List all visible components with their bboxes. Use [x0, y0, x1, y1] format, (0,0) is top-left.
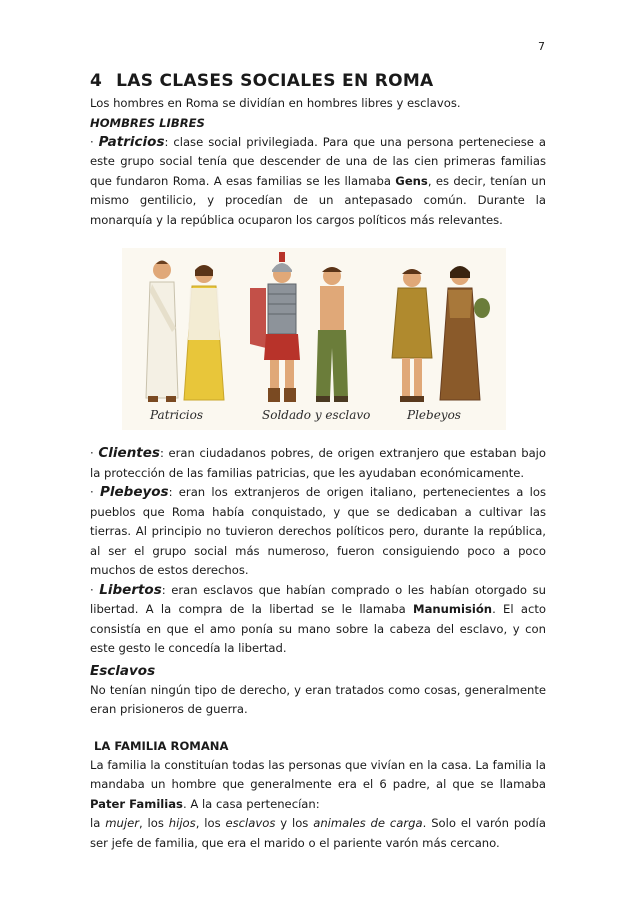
section-title: LAS CLASES SOCIALES EN ROMA [116, 71, 434, 91]
bullet: · [90, 582, 94, 597]
section-number: 4 [90, 71, 103, 91]
caption-plebeyos: Plebeyos [407, 408, 461, 422]
figures-drawing [122, 248, 506, 430]
bullet: · [90, 446, 94, 460]
manumision-term: Manumisión [413, 602, 493, 616]
term-hijos: hijos [168, 816, 196, 830]
social-classes-illustration [122, 248, 506, 430]
clientes-paragraph [90, 444, 546, 483]
familia-text: La familia la constituían todas las personas que vivían en la casa. La familia la mandaba un hombre que generalmente era el 6 padre, al que se llamaba [90, 757, 546, 791]
libres-heading: HOMBRES LIBRES [90, 115, 205, 130]
section-heading [90, 68, 546, 94]
separator: , los [195, 816, 226, 830]
term-esclavos: esclavos [225, 816, 276, 830]
clientes-term: Clientes [98, 445, 160, 461]
intro-paragraph: Los hombres en Roma se dividían en hombres libres y esclavos. [90, 96, 461, 110]
plebeyos-text: : eran los extranjeros de origen italiano, pertenecientes a los pueblos que Roma había conquistado, y que se dedicaban a cultivar las tierras. Al principio no tuvieron derechos políticos pero, durante la república, al ser el grupo social más numeroso, fueron consiguiendo poco a poco muchos de estos derechos. [90, 485, 547, 577]
bullet: · [90, 134, 94, 149]
familia-text-3: . Solo el varón podía ser jefe de familia, que era el marido o el pariente varón más cercano. [90, 816, 546, 850]
libertos-term: Libertos [99, 581, 162, 598]
libertos-text: : eran esclavos que habían comprado o les habían otorgado su libertad. A la compra de la libertad se le llamaba [90, 582, 546, 616]
patricios-text-end: , es decir, tenían un mismo gentilicio, y procedían de un antepasado común. Durante la monarquía y la república ocuparon los cargos políticos más relevantes. [90, 173, 546, 227]
patrician-man-figure [146, 261, 178, 403]
patricios-text: : clase social privilegiada. Para que una persona perteneciese a este grupo social tenía que descender de una de las cien primeras familias que fundaron Roma. A esas familias se les llamaba [90, 134, 546, 188]
libertos-paragraph [90, 581, 546, 659]
page-number: 7 [538, 40, 545, 53]
libertos-text-end: . El acto consistía en que el amo ponía su mano sobre la cabeza del esclavo, y con este gesto le concedía la libertad. [90, 602, 546, 655]
clientes-text: : eran ciudadanos pobres, de origen extranjero que estaban bajo la protección de las familias patricias, que les ayudaban económicamente. [90, 446, 546, 480]
plebeyos-paragraph [90, 483, 546, 581]
esclavos-paragraph: No tenían ningún tipo de derecho, y eran tratados como cosas, generalmente eran prisioneros de guerra. [90, 682, 546, 716]
term-animales: animales de carga [313, 816, 423, 830]
patricios-paragraph [90, 133, 546, 231]
familia-paragraph [90, 756, 546, 854]
patricios-term: Patricios [98, 133, 165, 150]
esclavos-heading: Esclavos [90, 662, 156, 679]
plebeyos-term: Plebeyos [99, 484, 169, 500]
caption-patricios: Patricios [150, 408, 204, 422]
familia-text-2: . A la casa pertenecían: [182, 796, 320, 811]
familia-list-start: la [90, 816, 106, 830]
plebeian-woman-figure [440, 266, 490, 400]
bullet: · [90, 485, 94, 499]
separator: , los [138, 816, 169, 830]
soldier-figure [250, 252, 300, 402]
plebeian-man-figure [392, 269, 432, 402]
caption-soldado-esclavo: Soldado y esclavo [262, 408, 371, 422]
separator: y los [275, 816, 314, 830]
document-body [90, 68, 546, 853]
term-mujer: mujer [105, 816, 139, 830]
gens-term: Gens [395, 173, 428, 188]
pater-familias-term: Pater Familias [90, 796, 183, 811]
familia-heading: LA FAMILIA ROMANA [94, 738, 229, 753]
slave-figure [316, 267, 348, 402]
patrician-woman-figure [184, 265, 224, 400]
